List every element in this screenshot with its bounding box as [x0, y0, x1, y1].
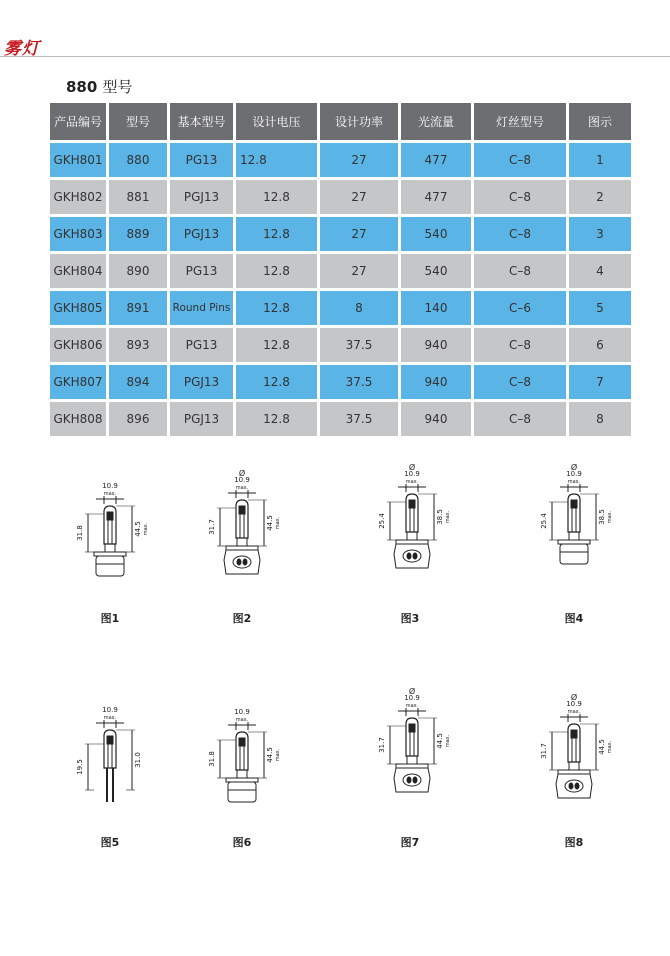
- table-cell: C–8: [474, 365, 566, 399]
- lamp-figure-8: [522, 692, 632, 832]
- lamp-figure-1: [58, 474, 168, 614]
- dim-right: 44.5: [266, 515, 274, 531]
- dim-left: 25.4: [540, 513, 548, 529]
- dim-right: 38.5: [598, 509, 606, 525]
- table-cell: GKH803: [50, 217, 106, 251]
- dim-max-label: max.: [567, 479, 581, 485]
- lamp-drawing: [58, 698, 168, 838]
- lamp-drawing: [190, 468, 300, 608]
- table-cell: GKH805: [50, 291, 106, 325]
- column-header: 设计功率: [320, 103, 398, 140]
- lamp-drawing: [190, 700, 300, 840]
- lamp-figure-6: [190, 700, 300, 840]
- table-cell: 896: [109, 402, 167, 436]
- spec-table: [47, 100, 634, 439]
- dim-right: 31.0: [134, 752, 142, 768]
- dim-max-label: max.: [235, 717, 249, 723]
- table-cell: 5: [569, 291, 631, 325]
- table-cell: 37.5: [320, 365, 398, 399]
- dim-max-label: max.: [567, 709, 581, 715]
- table-row: [50, 328, 631, 362]
- column-header: 型号: [109, 103, 167, 140]
- table-cell: 540: [401, 217, 471, 251]
- dim-max-label: max.: [405, 703, 419, 709]
- dim-right-max: max.: [143, 522, 149, 536]
- page-header-title: 雾灯: [4, 39, 40, 59]
- column-header: 基本型号: [170, 103, 233, 140]
- dim-width: 10.9: [404, 694, 420, 702]
- table-cell: GKH802: [50, 180, 106, 214]
- lamp-drawing: [58, 474, 168, 614]
- column-header: 设计电压: [236, 103, 317, 140]
- table-row: [50, 254, 631, 288]
- lamp-figure-5: [58, 698, 168, 838]
- dim-right-max: max.: [275, 516, 281, 530]
- dim-right-max: max.: [275, 748, 281, 762]
- table-cell: 2: [569, 180, 631, 214]
- table-cell: PG13: [170, 143, 233, 177]
- dim-right-max: max.: [607, 740, 613, 754]
- dim-width: 10.9: [234, 476, 250, 484]
- table-cell: 940: [401, 365, 471, 399]
- dim-right: 44.5: [266, 747, 274, 763]
- dim-width: 10.9: [566, 470, 582, 478]
- table-cell: GKH808: [50, 402, 106, 436]
- column-header: 灯丝型号: [474, 103, 566, 140]
- lamp-figure-3: [360, 462, 470, 602]
- table-cell: C–8: [474, 402, 566, 436]
- table-cell: C–8: [474, 254, 566, 288]
- table-cell: 3: [569, 217, 631, 251]
- lamp-drawing: [360, 462, 470, 602]
- table-cell: PG13: [170, 254, 233, 288]
- column-header: 光流量: [401, 103, 471, 140]
- dim-left: 19.5: [76, 759, 84, 775]
- dim-max-label: max.: [103, 491, 117, 497]
- column-header: 图示: [569, 103, 631, 140]
- table-cell: GKH807: [50, 365, 106, 399]
- table-cell: 894: [109, 365, 167, 399]
- dim-right-max: max.: [445, 734, 451, 748]
- table-cell: C–8: [474, 180, 566, 214]
- table-cell: 893: [109, 328, 167, 362]
- table-cell: 880: [109, 143, 167, 177]
- figure-caption: 图7: [400, 836, 420, 849]
- dim-left: 31.7: [208, 519, 216, 535]
- table-cell: 12.8: [236, 365, 317, 399]
- table-cell: 8: [569, 402, 631, 436]
- table-cell: 940: [401, 402, 471, 436]
- table-cell: 12.8: [236, 328, 317, 362]
- header-divider: [0, 56, 670, 57]
- diameter-symbol: Ø: [408, 463, 416, 472]
- diameter-symbol: Ø: [570, 693, 578, 702]
- dim-left: 25.4: [378, 513, 386, 529]
- section-title: [66, 76, 133, 97]
- table-cell: GKH804: [50, 254, 106, 288]
- table-cell: 477: [401, 143, 471, 177]
- dim-width: 10.9: [102, 482, 118, 490]
- table-cell: 37.5: [320, 328, 398, 362]
- diameter-symbol: Ø: [570, 463, 578, 472]
- dim-right: 44.5: [436, 733, 444, 749]
- table-cell: C–8: [474, 217, 566, 251]
- table-cell: 7: [569, 365, 631, 399]
- figure-caption: 图5: [100, 836, 120, 849]
- table-cell: 881: [109, 180, 167, 214]
- table-cell: 540: [401, 254, 471, 288]
- lamp-figure-2: [190, 468, 300, 608]
- section-model: 880: [66, 78, 98, 96]
- diameter-symbol: Ø: [408, 687, 416, 696]
- table-cell: 477: [401, 180, 471, 214]
- dim-width: 10.9: [234, 708, 250, 716]
- figure-caption: 图1: [100, 612, 120, 625]
- section-suffix: 型号: [102, 78, 133, 96]
- dim-left: 31.7: [378, 737, 386, 753]
- table-row: [50, 402, 631, 436]
- table-cell: PGJ13: [170, 180, 233, 214]
- table-cell: PGJ13: [170, 402, 233, 436]
- table-cell: 27: [320, 180, 398, 214]
- table-cell: 12.8: [236, 217, 317, 251]
- dim-right: 38.5: [436, 509, 444, 525]
- dim-right: 44.5: [134, 521, 142, 537]
- dim-right: 44.5: [598, 739, 606, 755]
- table-cell: 12.8: [236, 143, 317, 177]
- dim-max-label: max.: [405, 479, 419, 485]
- figure-caption: 图8: [564, 836, 584, 849]
- dim-left: 31.8: [208, 751, 216, 767]
- table-header-row: [50, 103, 631, 140]
- dim-max-label: max.: [103, 715, 117, 721]
- table-cell: 27: [320, 254, 398, 288]
- table-cell: 8: [320, 291, 398, 325]
- table-cell: GKH801: [50, 143, 106, 177]
- figure-caption: 图4: [564, 612, 584, 625]
- table-cell: 6: [569, 328, 631, 362]
- figure-caption: 图2: [232, 612, 252, 625]
- lamp-drawing: [522, 692, 632, 832]
- table-row: [50, 291, 631, 325]
- dim-width: 10.9: [404, 470, 420, 478]
- column-header: 产品编号: [50, 103, 106, 140]
- lamp-figure-7: [360, 686, 470, 826]
- dim-width: 10.9: [102, 706, 118, 714]
- figure-caption: 图6: [232, 836, 252, 849]
- lamp-drawing: [522, 462, 632, 602]
- table-cell: 37.5: [320, 402, 398, 436]
- table-row: [50, 143, 631, 177]
- table-cell: PGJ13: [170, 365, 233, 399]
- table-row: [50, 180, 631, 214]
- table-cell: 140: [401, 291, 471, 325]
- lamp-figure-4: [522, 462, 632, 602]
- table-cell: 940: [401, 328, 471, 362]
- table-cell: 12.8: [236, 291, 317, 325]
- dim-left: 31.7: [540, 743, 548, 759]
- table-cell: C–6: [474, 291, 566, 325]
- table-cell: 890: [109, 254, 167, 288]
- table-cell: 27: [320, 143, 398, 177]
- table-cell: 12.8: [236, 402, 317, 436]
- dim-right-max: max.: [607, 510, 613, 524]
- table-row: [50, 217, 631, 251]
- table-cell: GKH806: [50, 328, 106, 362]
- dim-max-label: max.: [235, 485, 249, 491]
- table-cell: C–8: [474, 143, 566, 177]
- table-cell: PGJ13: [170, 217, 233, 251]
- lamp-drawing: [360, 686, 470, 826]
- table-cell: 1: [569, 143, 631, 177]
- table-cell: 12.8: [236, 180, 317, 214]
- dim-left: 31.8: [76, 525, 84, 541]
- figure-caption: 图3: [400, 612, 420, 625]
- table-cell: 4: [569, 254, 631, 288]
- dim-width: 10.9: [566, 700, 582, 708]
- table-cell: Round Pins: [170, 291, 233, 325]
- table-cell: 27: [320, 217, 398, 251]
- table-cell: 891: [109, 291, 167, 325]
- table-cell: 889: [109, 217, 167, 251]
- table-row: [50, 365, 631, 399]
- table-cell: 12.8: [236, 254, 317, 288]
- table-cell: PG13: [170, 328, 233, 362]
- table-cell: C–8: [474, 328, 566, 362]
- dim-right-max: max.: [445, 510, 451, 524]
- diameter-symbol: Ø: [238, 469, 246, 478]
